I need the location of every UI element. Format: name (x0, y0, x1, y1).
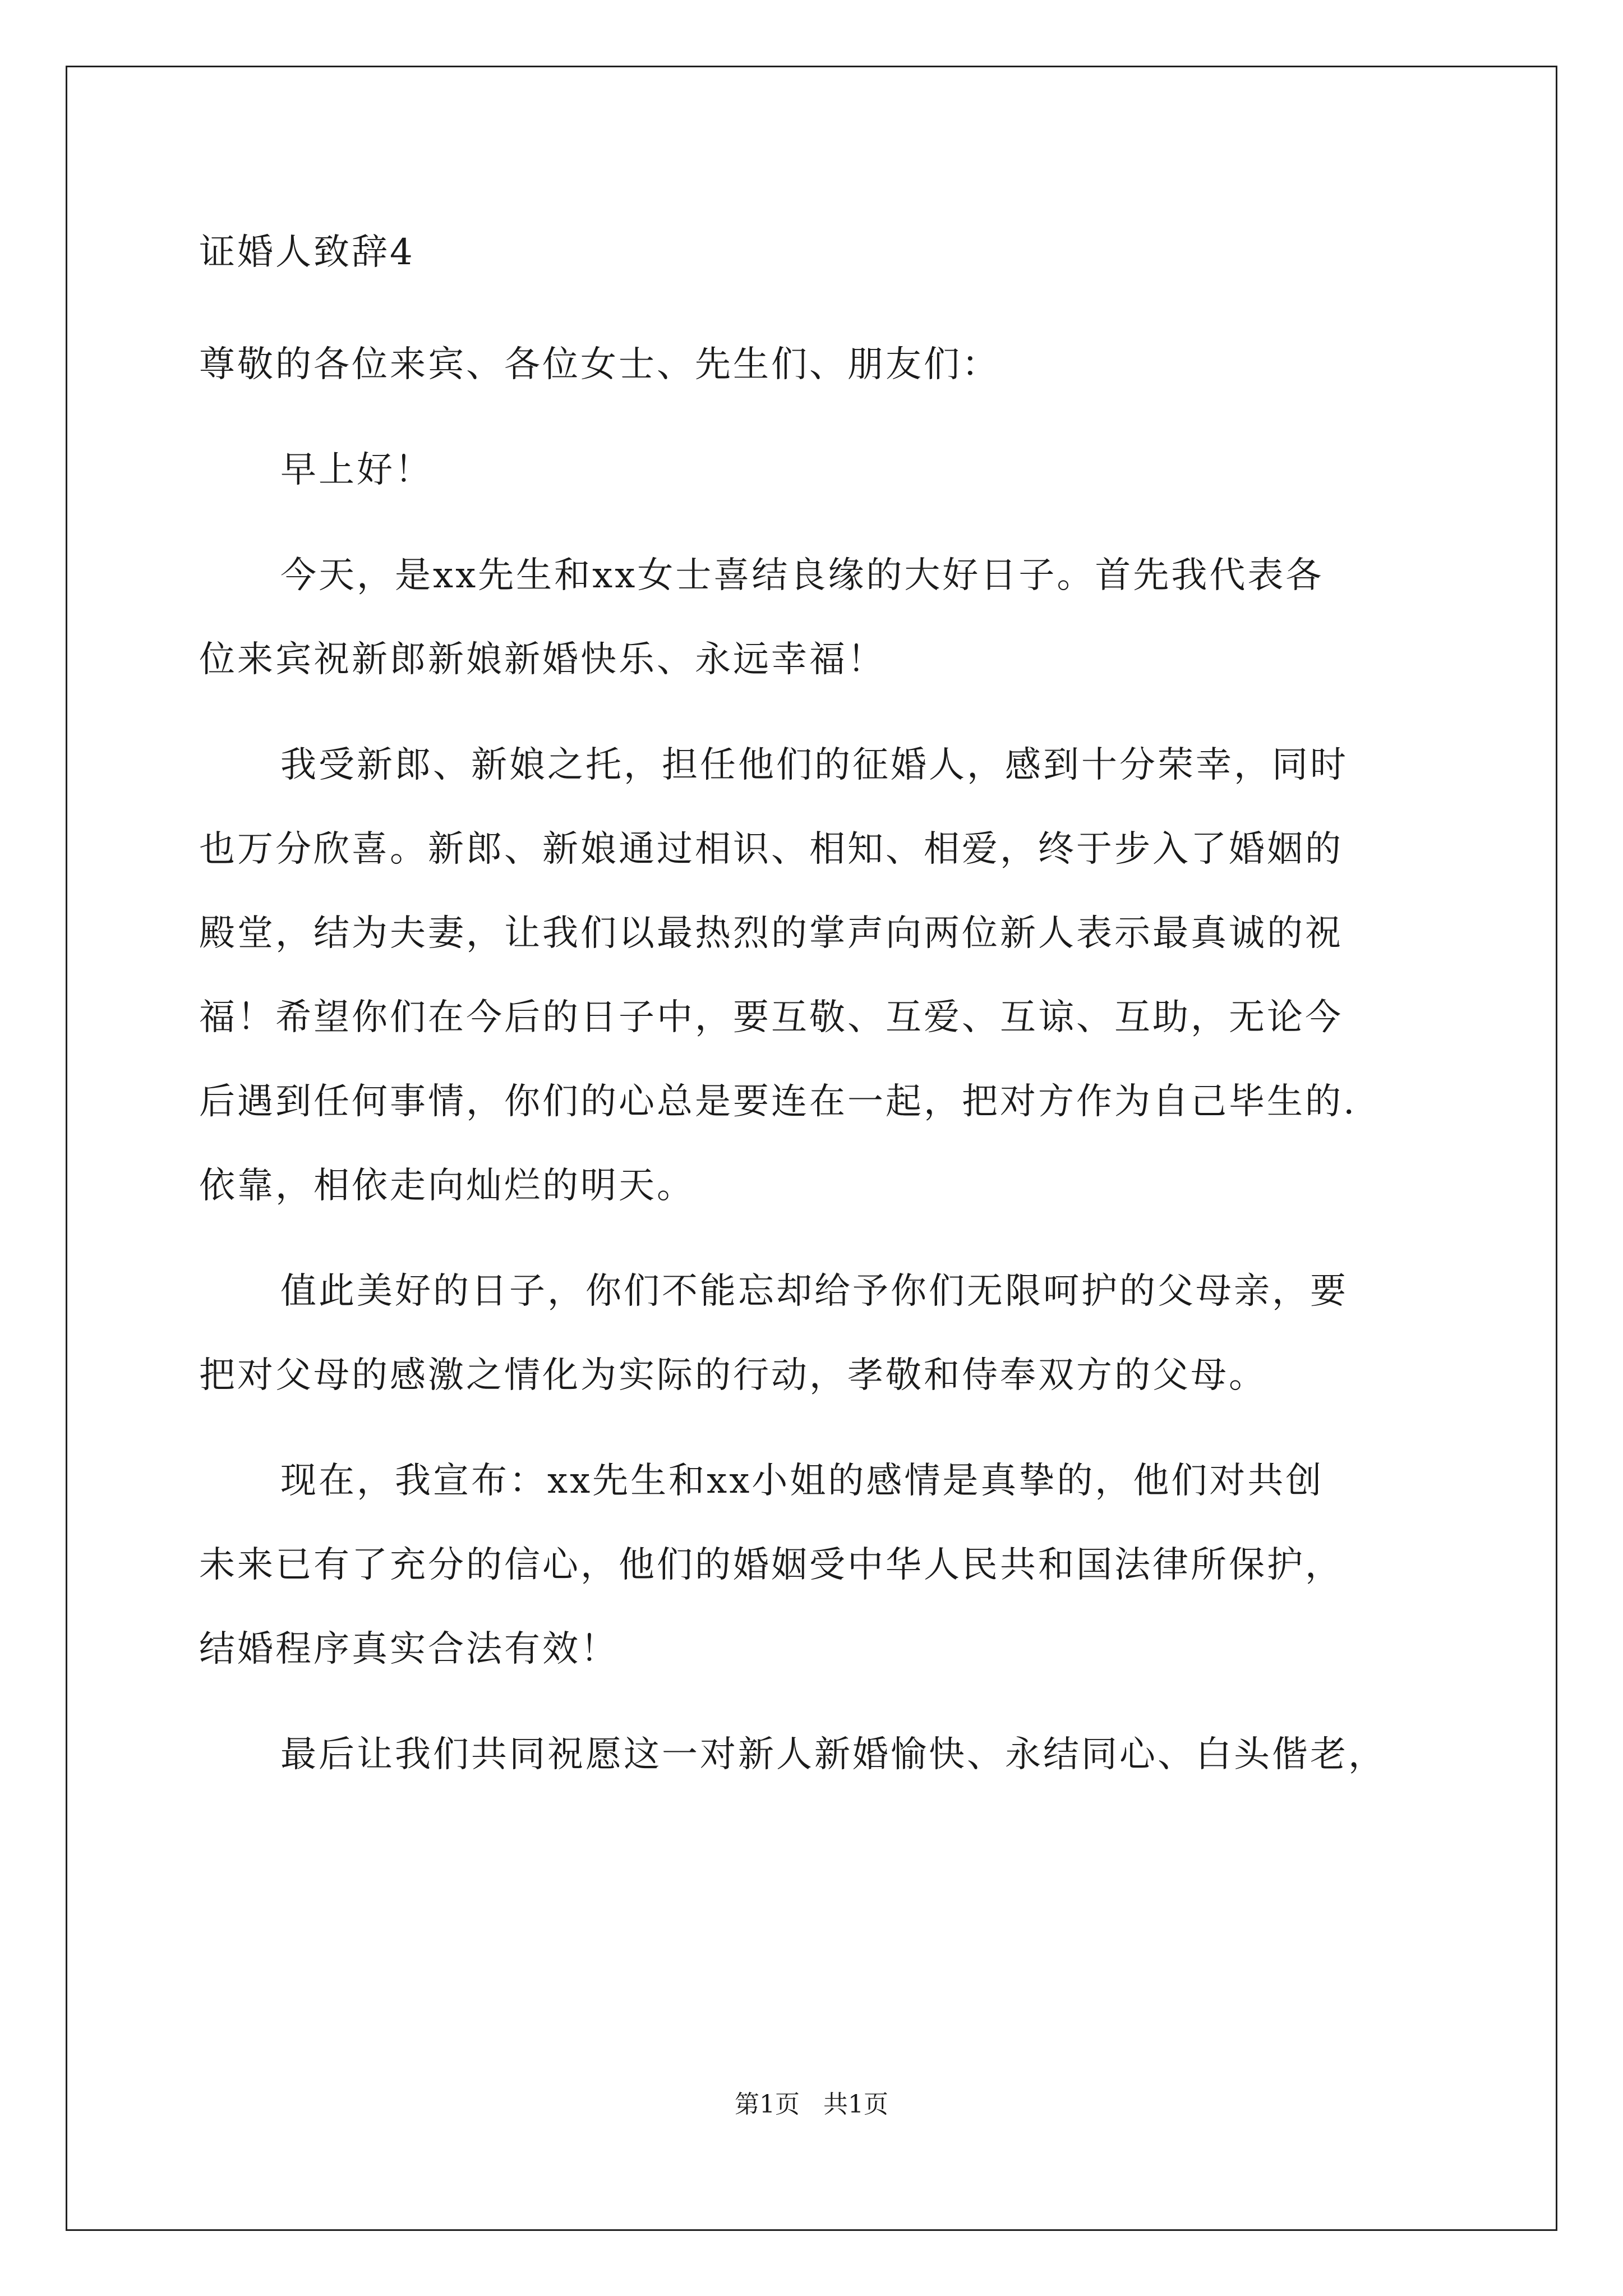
paragraph-line: 福！希望你们在今后的日子中，要互敬、互爱、互谅、互助，无论今 (199, 997, 1343, 1038)
document-body (199, 219, 1438, 1797)
paragraph-line: 我受新郎、新娘之托，担任他们的征婚人，感到十分荣幸，同时 (280, 744, 1348, 786)
paragraph-line: 殿堂，结为夫妻，让我们以最热烈的掌声向两位新人表示最真诚的祝 (199, 913, 1343, 954)
paragraph-line: 把对父母的感激之情化为实际的行动，孝敬和侍奉双方的父母。 (199, 1355, 1267, 1396)
paragraph-line: 现在，我宣布：xx先生和xx小姐的感情是真挚的，他们对共创 (280, 1460, 1324, 1502)
page-footer: 第1页 共1页 (735, 2090, 888, 2119)
paragraph-line: 值此美好的日子，你们不能忘却给予你们无限呵护的父母亲，要 (280, 1271, 1348, 1312)
paragraph-line: 今天，是xx先生和xx女士喜结良缘的大好日子。首先我代表各 (280, 555, 1324, 596)
paragraph-5 (199, 1439, 1438, 1691)
paragraph-line: 未来已有了充分的信心，他们的婚姻受中华人民共和国法律所保护， (199, 1544, 1343, 1586)
paragraph-1 (199, 428, 1438, 512)
paragraph-2 (199, 533, 1438, 702)
paragraph-line: 早上好！ (280, 449, 433, 491)
paragraph-line: 结婚程序真实合法有效！ (199, 1628, 619, 1670)
salutation: 尊敬的各位来宾、各位女士、先生们、朋友们： (199, 344, 1000, 385)
paragraph-line: 也万分欣喜。新郎、新娘通过相识、相知、相爱，终于步入了婚姻的 (199, 829, 1343, 870)
paragraph-line: 依靠，相依走向灿烂的明天。 (199, 1165, 695, 1207)
paragraph-line: 最后让我们共同祝愿这一对新人新婚愉快、永结同心、白头偕老， (280, 1734, 1386, 1775)
paragraph-3 (199, 723, 1438, 1228)
paragraph-line: 位来宾祝新郎新娘新婚快乐、永远幸福！ (199, 639, 886, 680)
paragraph-line: 后遇到任何事情，你们的心总是要连在一起，把对方作为自己毕生的. (199, 1081, 1357, 1122)
paragraph-4 (199, 1249, 1438, 1418)
document-title: 证婚人致辞4 (199, 232, 415, 273)
paragraph-6 (199, 1713, 1438, 1797)
